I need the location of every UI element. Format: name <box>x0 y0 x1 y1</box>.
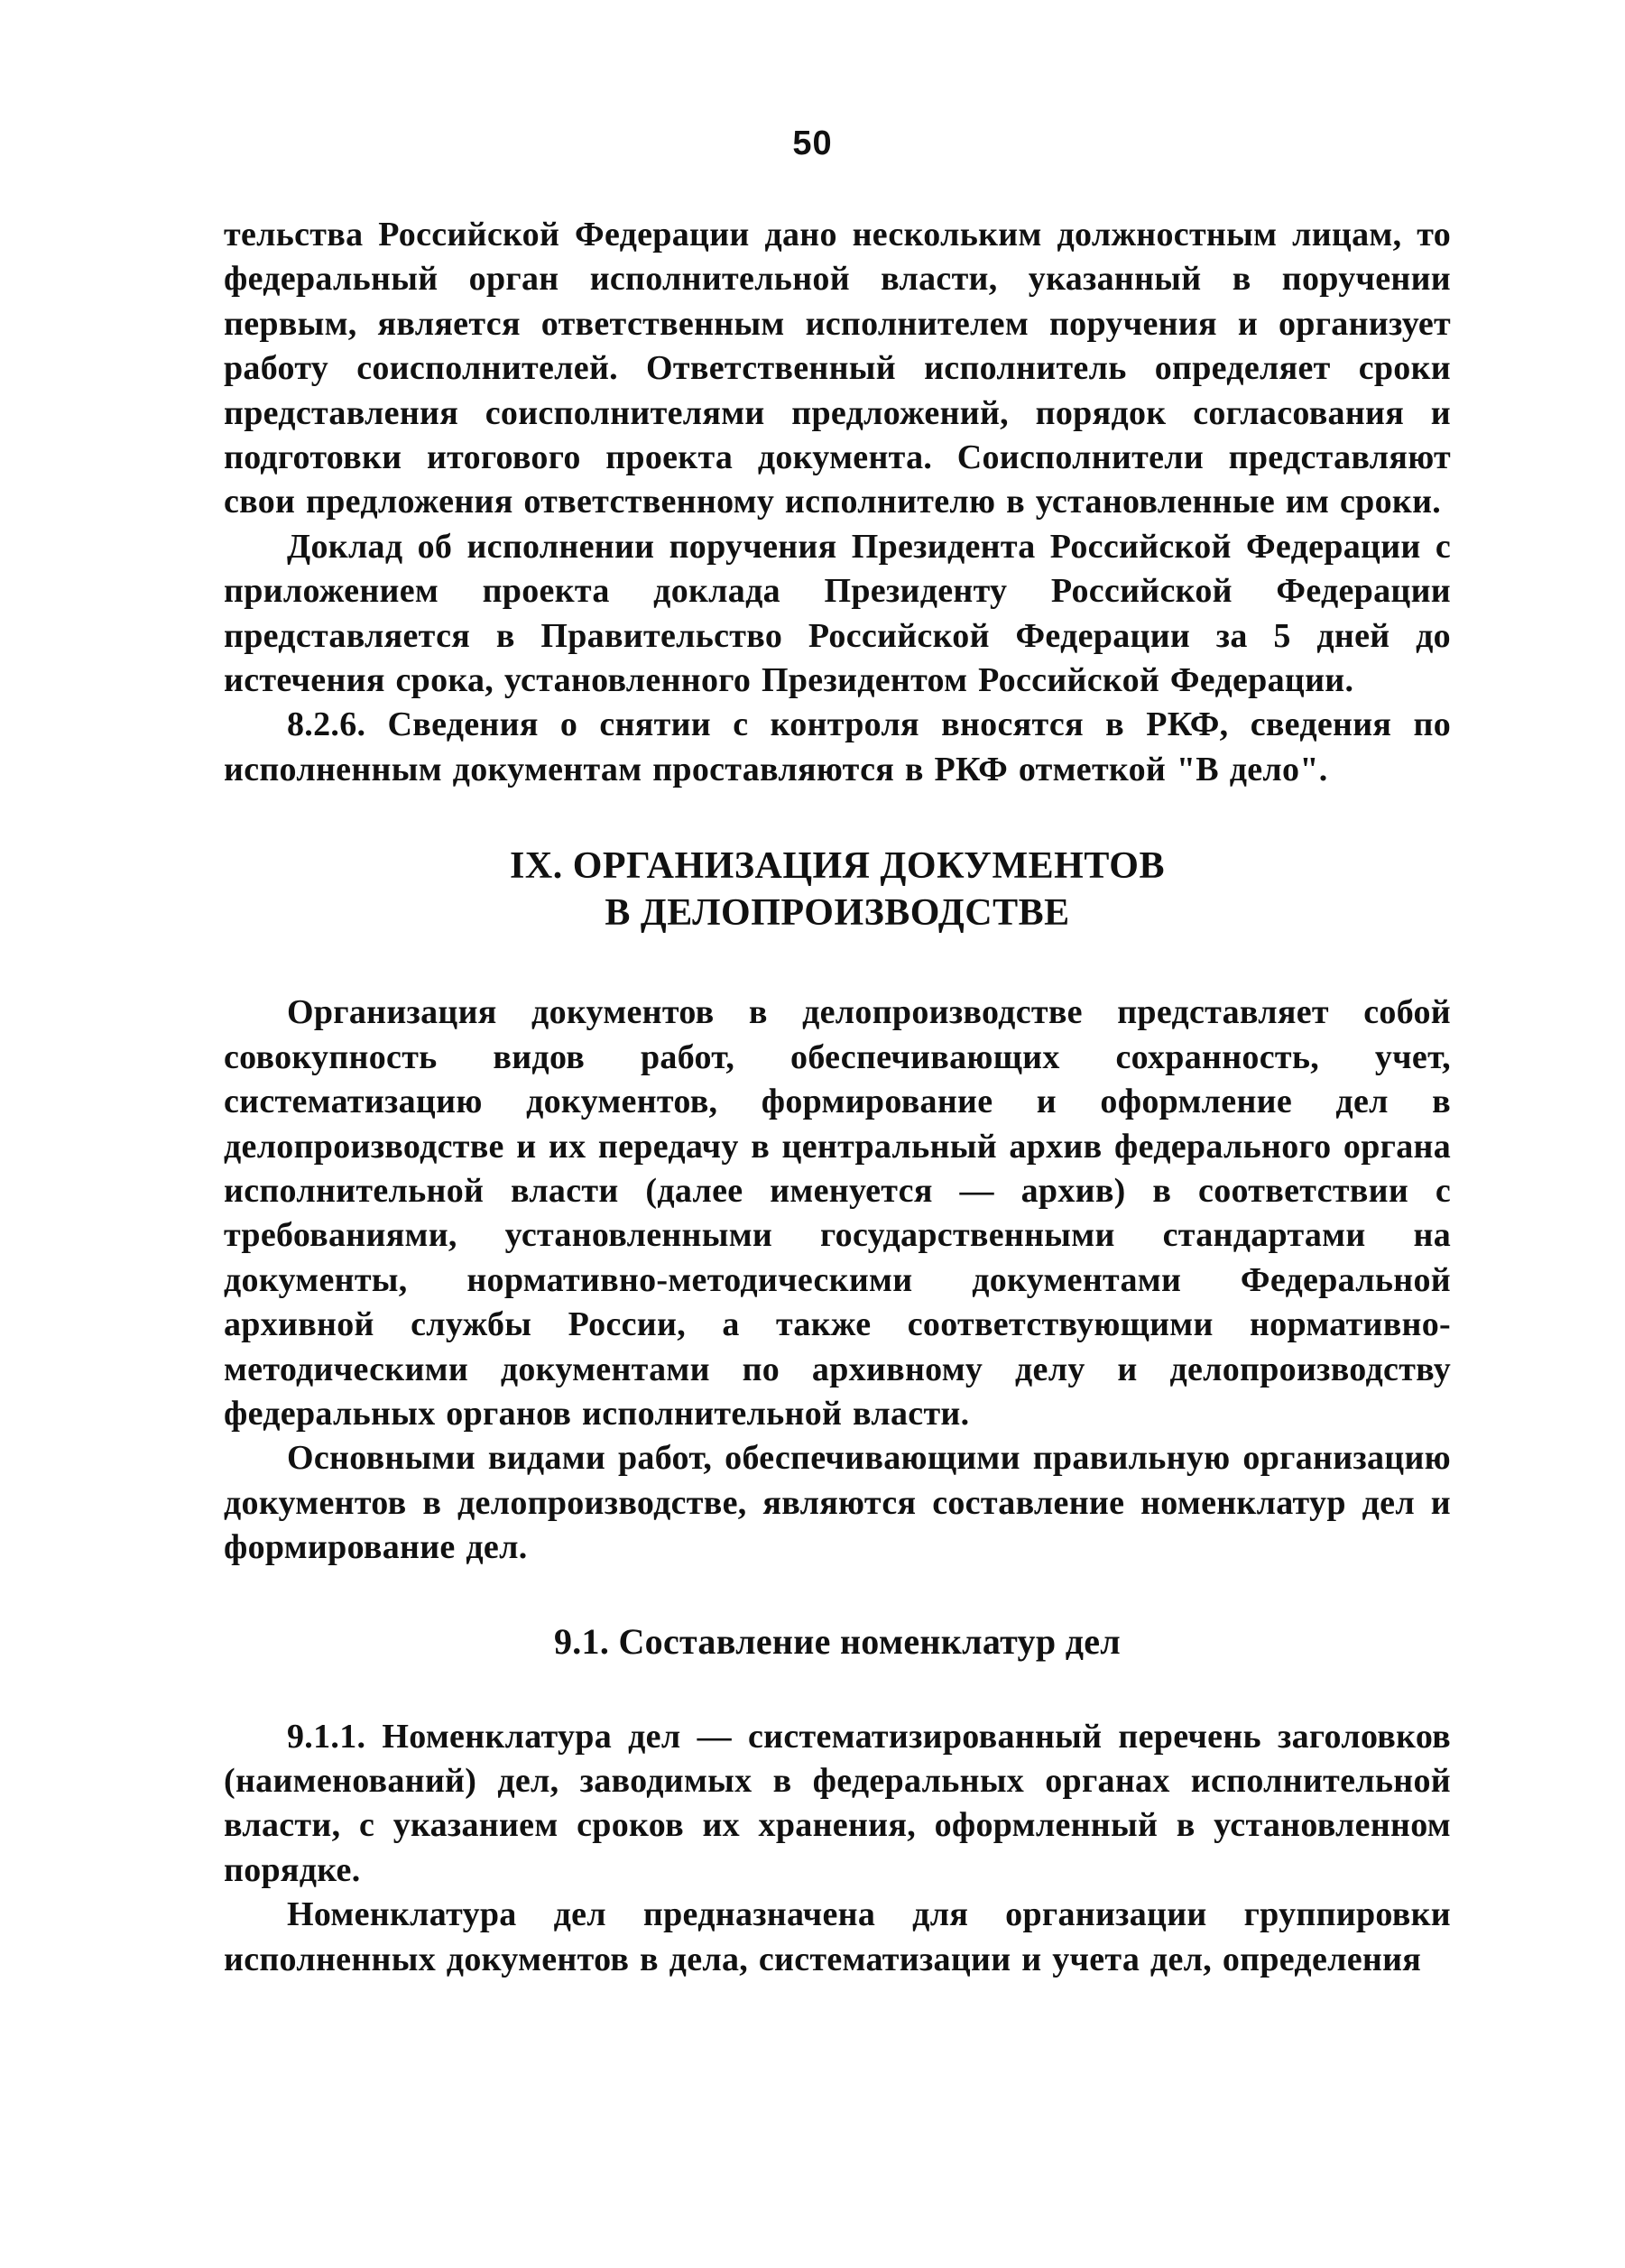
paragraph-8-2-6: 8.2.6. Сведения о снятии с контроля вносятся в РКФ, сведения по исполненным документам проставляются в РКФ отметкой "В дело". <box>224 705 1451 788</box>
paragraph-nomenclature-purpose: Номенклатура дел предназначена для организации группировки исполненных документов в дела, систематизации и учета дел, определения <box>224 1895 1451 1978</box>
subsection-heading: 9.1. Составление номенклатур дел <box>553 1620 1122 1662</box>
paragraph-9-1-1: 9.1.1. Номенклатура дел — систематизированный перечень заголовков (наименований) дел, заводимых в федеральных органах исполнительной власти, с указанием сроков их хранения, оформленный в установленном порядке. <box>224 1717 1451 1889</box>
section-heading-line1: IX. ОРГАНИЗАЦИЯ ДОКУМЕНТОВ <box>510 845 1165 888</box>
section-heading <box>224 843 1451 936</box>
section-heading-line2: В ДЕЛОПРОИЗВОДСТВЕ <box>605 892 1070 935</box>
page-content <box>224 213 1451 1982</box>
paragraph-section-intro: Организация документов в делопроизводстве представляет собой совокупность видов работ, обеспечивающих сохранность, учет, систематизацию документов, формирование и оформление дел в делопроизводстве и их передачу в центральный архив федерального органа исполнительной власти (далее именуется — архив) в соответствии с требованиями, установленными государственными стандартами на документы, нормативно-методическими документами Федеральной архивной службы России, а также соответствующими нормативно-методическими документами по архивному делу и делопроизводству федеральных органов исполнительной власти. <box>224 993 1451 1433</box>
paragraph-section-main-works: Основными видами работ, обеспечивающими правильную организацию документов в делопроизводстве, являются составление номенклатур дел и формирование дел. <box>224 1439 1451 1567</box>
paragraph-continuation: тельства Российской Федерации дано нескольким должностным лицам, то федеральный орган исполнительной власти, указанный в поручении первым, является ответственным исполнителем поручения и организует работу соисполнителей. Ответственный исполнитель определяет сроки представления соисполнителями предложений, порядок согласования и подготовки итогового проекта документа. Соисполнители представляют свои предложения ответственному исполнителю в установленные им сроки. <box>224 216 1451 521</box>
page-number: 50 <box>792 124 833 162</box>
paragraph-report: Доклад об исполнении поручения Президента Российской Федерации с приложением проекта доклада Президенту Российской Федерации представляется в Правительство Российской Федерации за 5 дней до истечения срока, установленного Президентом Российской Федерации. <box>224 527 1451 700</box>
